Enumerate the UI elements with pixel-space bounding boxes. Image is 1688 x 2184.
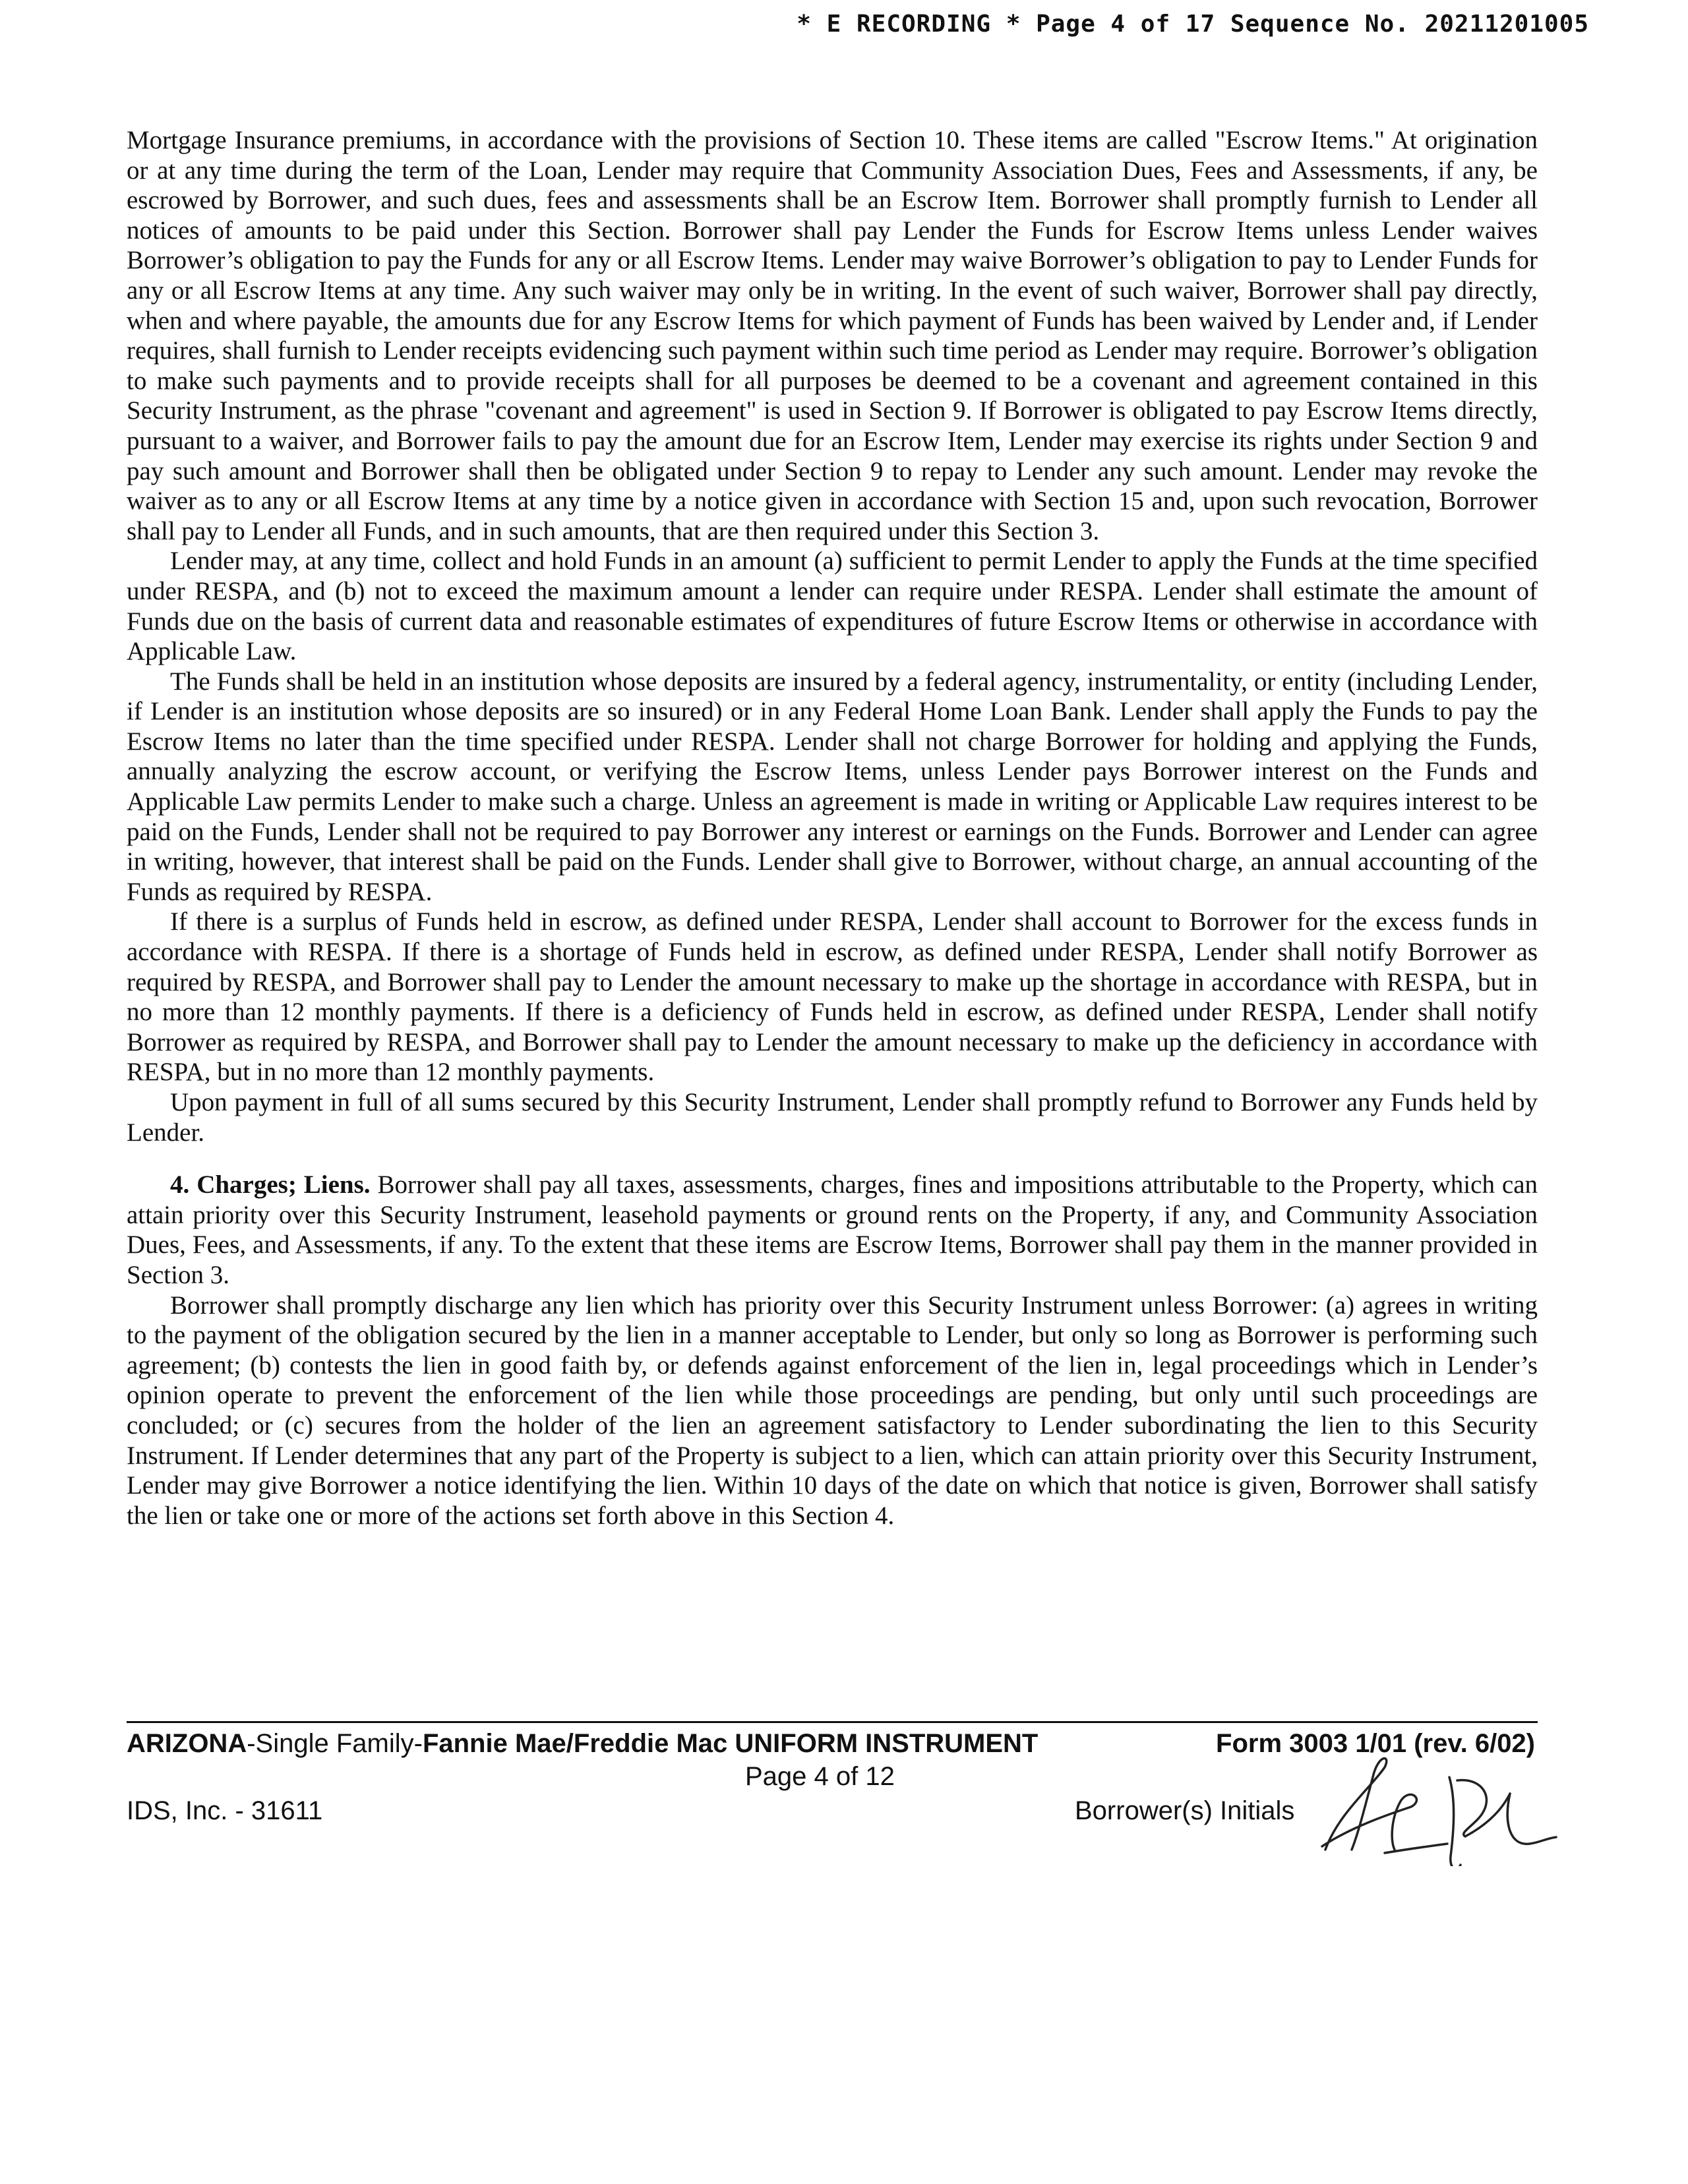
section-4-paragraph-2: Borrower shall promptly discharge any lien which has priority over this Security Instrument unless Borrower: (a) agrees in writing to the payment of the obligation secured by the lien in a manner acceptable to Lender, but only so long as Borrower is performing such agreement; (b) contests the lien in good faith by, or defends against enforcement of the lien in, legal proceedings which in Lender’s opinion operate to prevent the enforcement of the lien while those proceedings are pending, but only until such proceedings are concluded; or (c) secures from the holder of the lien an agreement satisfactory to Lender subordinating the lien to this Security Instrument. If Lender determines that any part of the Property is subject to a lien, which can attain priority over this Security Instrument, Lender may give Borrower a notice identifying the lien. Within 10 days of the date on which that notice is given, Borrower shall satisfy the lien or take one or more of the actions set forth above in this Section 4. xyxy=(127,1290,1538,1530)
footer-state: ARIZONA xyxy=(127,1729,247,1758)
handwritten-initials xyxy=(1312,1714,1563,1866)
initials-stroke-2 xyxy=(1322,1794,1416,1850)
section-4-heading: 4. Charges; Liens. xyxy=(170,1170,371,1199)
footer-instrument: Fannie Mae/Freddie Mac UNIFORM INSTRUMENT xyxy=(422,1729,1039,1758)
section-4-text: Borrower shall pay all taxes, assessments, charges, fines and impositions attributable to the Property, which can attain priority over this Security Instrument, leasehold payments or ground rents on the Property, if any, and Community Association Dues, Fees, and Assessments, if any. To the extent that these items are Escrow Items, Borrower shall pay them in the manner provided in Section 3. xyxy=(127,1170,1538,1289)
recording-header: * E RECORDING * Page 4 of 17 Sequence No. 20211201005 xyxy=(797,11,1589,38)
initials-stroke-4 xyxy=(1449,1777,1461,1866)
footer-title xyxy=(127,1729,1038,1759)
initials-stroke-1 xyxy=(1325,1758,1387,1850)
paragraph-collect-funds: Lender may, at any time, collect and hold Funds in an amount (a) sufficient to permit Lender to apply the Funds at the time specified under RESPA, and (b) not to exceed the maximum amount a lender can require under RESPA. Lender shall estimate the amount of Funds due on the basis of current data and reasonable estimates of expenditures of future Escrow Items or otherwise in accordance with Applicable Law. xyxy=(127,547,1538,666)
document-body xyxy=(127,125,1538,1531)
paragraph-funds-held: The Funds shall be held in an institution whose deposits are insured by a federal agency, instrumentality, or entity (including Lender, if Lender is an institution whose deposits are so insured) or in any Federal Home Loan Bank. Lender shall apply the Funds to pay the Escrow Items no later than the time specified under RESPA. Lender shall not charge Borrower for holding and applying the Funds, annually analyzing the escrow account, or verifying the Escrow Items, unless Lender pays Borrower interest on the Funds and Applicable Law permits Lender to make such a charge. Unless an agreement is made in writing or Applicable Law requires interest to be paid on the Funds, Lender shall not be required to pay Borrower any interest or earnings on the Funds. Borrower and Lender can agree in writing, however, that interest shall be paid on the Funds. Lender shall give to Borrower, without charge, an annual accounting of the Funds as required by RESPA. xyxy=(127,667,1538,906)
footer-page-number: Page 4 of 12 xyxy=(745,1762,895,1791)
paragraph-surplus-shortage: If there is a surplus of Funds held in escrow, as defined under RESPA, Lender shall account to Borrower for the excess funds in accordance with RESPA. If there is a shortage of Funds held in escrow, as defined under RESPA, Lender shall notify Borrower as required by RESPA, and Borrower shall pay to Lender the amount necessary to make up the shortage in accordance with RESPA, but in no more than 12 monthly payments. If there is a deficiency of Funds held in escrow, as defined under RESPA, Lender shall notify Borrower as required by RESPA, and Borrower shall pay to Lender the amount necessary to make up the deficiency in accordance with RESPA, but in no more than 12 monthly payments. xyxy=(127,907,1538,1087)
paragraph-refund: Upon payment in full of all sums secured by this Security Instrument, Lender shall promptly refund to Borrower any Funds held by Lender. xyxy=(127,1088,1538,1147)
paragraph-escrow-items: Mortgage Insurance premiums, in accordance with the provisions of Section 10. These items are called "Escrow Items." At origination or at any time during the term of the Loan, Lender may require that Community Association Dues, Fees and Assessments, if any, be escrowed by Borrower, and such dues, fees and assessments shall be an Escrow Item. Borrower shall promptly furnish to Lender all notices of amounts to be paid under this Section. Borrower shall pay Lender the Funds for Escrow Items unless Lender waives Borrower’s obligation to pay the Funds for any or all Escrow Items. Lender may waive Borrower’s obligation to pay to Lender Funds for any or all Escrow Items at any time. Any such waiver may only be in writing. In the event of such waiver, Borrower shall pay directly, when and where payable, the amounts due for any Escrow Items for which payment of Funds has been waived by Lender and, if Lender requires, shall furnish to Lender receipts evidencing such payment within such time period as Lender may require. Borrower’s obligation to make such payments and to provide receipts shall for all purposes be deemed to be a covenant and agreement contained in this Security Instrument, as the phrase "covenant and agreement" is used in Section 9. If Borrower is obligated to pay Escrow Items directly, pursuant to a waiver, and Borrower fails to pay the amount due for an Escrow Item, Lender may exercise its rights under Section 9 and pay such amount and Borrower shall then be obligated under Section 9 to repay to Lender any such amount. Lender may revoke the waiver as to any or all Escrow Items at any time by a notice given in accordance with Section 15 and, upon such revocation, Borrower shall pay to Lender all Funds, and in such amounts, that are then required under this Section 3. xyxy=(127,126,1538,545)
footer-form-number: Form 3003 1/01 (rev. 6/02) xyxy=(1216,1729,1535,1758)
borrower-initials-label: Borrower(s) Initials xyxy=(1075,1796,1295,1825)
footer-family: -Single Family- xyxy=(247,1729,423,1758)
initials-stroke-6 xyxy=(1507,1794,1556,1844)
footer-ids: IDS, Inc. - 31611 xyxy=(127,1796,323,1825)
section-4-paragraph xyxy=(127,1170,1538,1290)
initials-stroke-5 xyxy=(1457,1780,1510,1836)
